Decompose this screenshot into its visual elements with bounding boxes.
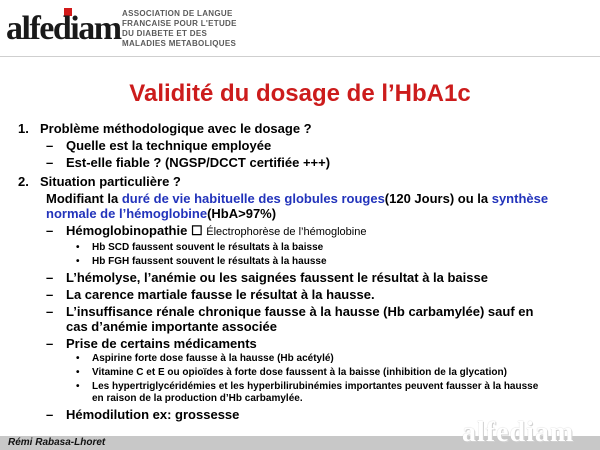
header (0, 0, 600, 58)
bullet-marker: • (76, 381, 80, 392)
sub-bullet (0, 256, 600, 268)
footer-author: Rémi Rabasa-Lhoret (8, 437, 106, 448)
list-item (0, 223, 600, 240)
slide-title: Validité du dosage de l’HbA1c (129, 80, 471, 107)
sub-bullet-text: Hb FGH faussent souvent le résultats à la hausse (92, 256, 327, 267)
section-2 (0, 174, 600, 189)
section-number: 1. (18, 121, 29, 136)
para-text: (120 Jours) ou la (384, 191, 492, 206)
logo-text: alfediam (6, 10, 121, 47)
sub-bullet (0, 381, 600, 405)
list-item (0, 270, 600, 285)
intro-paragraph (0, 191, 600, 221)
list-item-text: Hémodilution ex: grossesse (66, 407, 240, 422)
dash-marker: – (46, 270, 54, 285)
sub-bullet-text: Vitamine C et E ou opioïdes à forte dose faussent à la baisse (inhibition de la glycation) (92, 367, 507, 378)
list-item (0, 304, 600, 334)
bullet-marker: • (76, 256, 80, 267)
sub-bullet (0, 242, 600, 254)
slide-content (0, 118, 600, 422)
list-item (0, 287, 600, 302)
sub-bullet (0, 353, 600, 365)
dash-marker: – (46, 287, 54, 302)
footer-logo: alfediam (462, 417, 575, 448)
dash-marker: – (46, 304, 54, 319)
dash-marker: – (46, 223, 54, 238)
section-number: 2. (18, 174, 29, 189)
list-item-note: Électrophorèse de l’hémoglobine (206, 226, 367, 238)
association-name (122, 9, 237, 49)
list-item-text: L’insuffisance rénale chronique fausse à la hausse (Hb carbamylée) sauf en cas d’anémie importante associée (66, 304, 534, 334)
sub-bullet-text: Aspirine forte dose fausse à la hausse (Hb acétylé) (92, 353, 334, 364)
para-highlight: synthèse normale de l’hémoglobine (46, 191, 549, 221)
list-item-text: Quelle est la technique employée (66, 138, 272, 153)
bullet-marker: • (76, 367, 80, 378)
association-line: MALADIES METABOLIQUES (122, 39, 237, 48)
list-item-text: L’hémolyse, l’anémie ou les saignées faussent le résultat à la baisse (66, 270, 488, 285)
association-line: ASSOCIATION DE LANGUE (122, 9, 233, 18)
para-text: Modifiant la (46, 191, 122, 206)
list-item (0, 138, 600, 153)
bullet-marker: • (76, 353, 80, 364)
alfediam-logo (6, 8, 121, 50)
bullet-marker: • (76, 242, 80, 253)
checkbox-icon: ☐ (190, 223, 203, 238)
section-label: Situation particulière ? (40, 174, 181, 189)
sub-bullet-text: Les hypertriglycéridémies et les hyperbilirubinémies importantes peuvent fausser à la hausse en raison de la production d’Hb carbamylée. (92, 381, 539, 404)
dash-marker: – (46, 407, 54, 422)
para-text: (HbA>97%) (207, 206, 277, 221)
list-item-text: Est-elle fiable ? (NGSP/DCCT certifiée +++) (66, 155, 331, 170)
sub-bullet (0, 367, 600, 379)
list-item-text: Prise de certains médicaments (66, 336, 257, 351)
header-divider (0, 56, 600, 57)
section-1 (0, 121, 600, 136)
dash-marker: – (46, 336, 54, 351)
list-item-text: Hémoglobinopathie (66, 223, 188, 238)
association-line: DU DIABETE ET DES (122, 29, 208, 38)
section-label: Problème méthodologique avec le dosage ? (40, 121, 312, 136)
dash-marker: – (46, 155, 54, 170)
list-item (0, 336, 600, 351)
sub-bullet-text: Hb SCD faussent souvent le résultats à la baisse (92, 242, 324, 253)
association-line: FRANCAISE POUR L'ETUDE (122, 19, 237, 28)
list-item-text: La carence martiale fausse le résultat à la hausse. (66, 287, 375, 302)
para-highlight: duré de vie habituelle des globules rouges (121, 191, 385, 206)
dash-marker: – (46, 138, 54, 153)
list-item (0, 155, 600, 170)
